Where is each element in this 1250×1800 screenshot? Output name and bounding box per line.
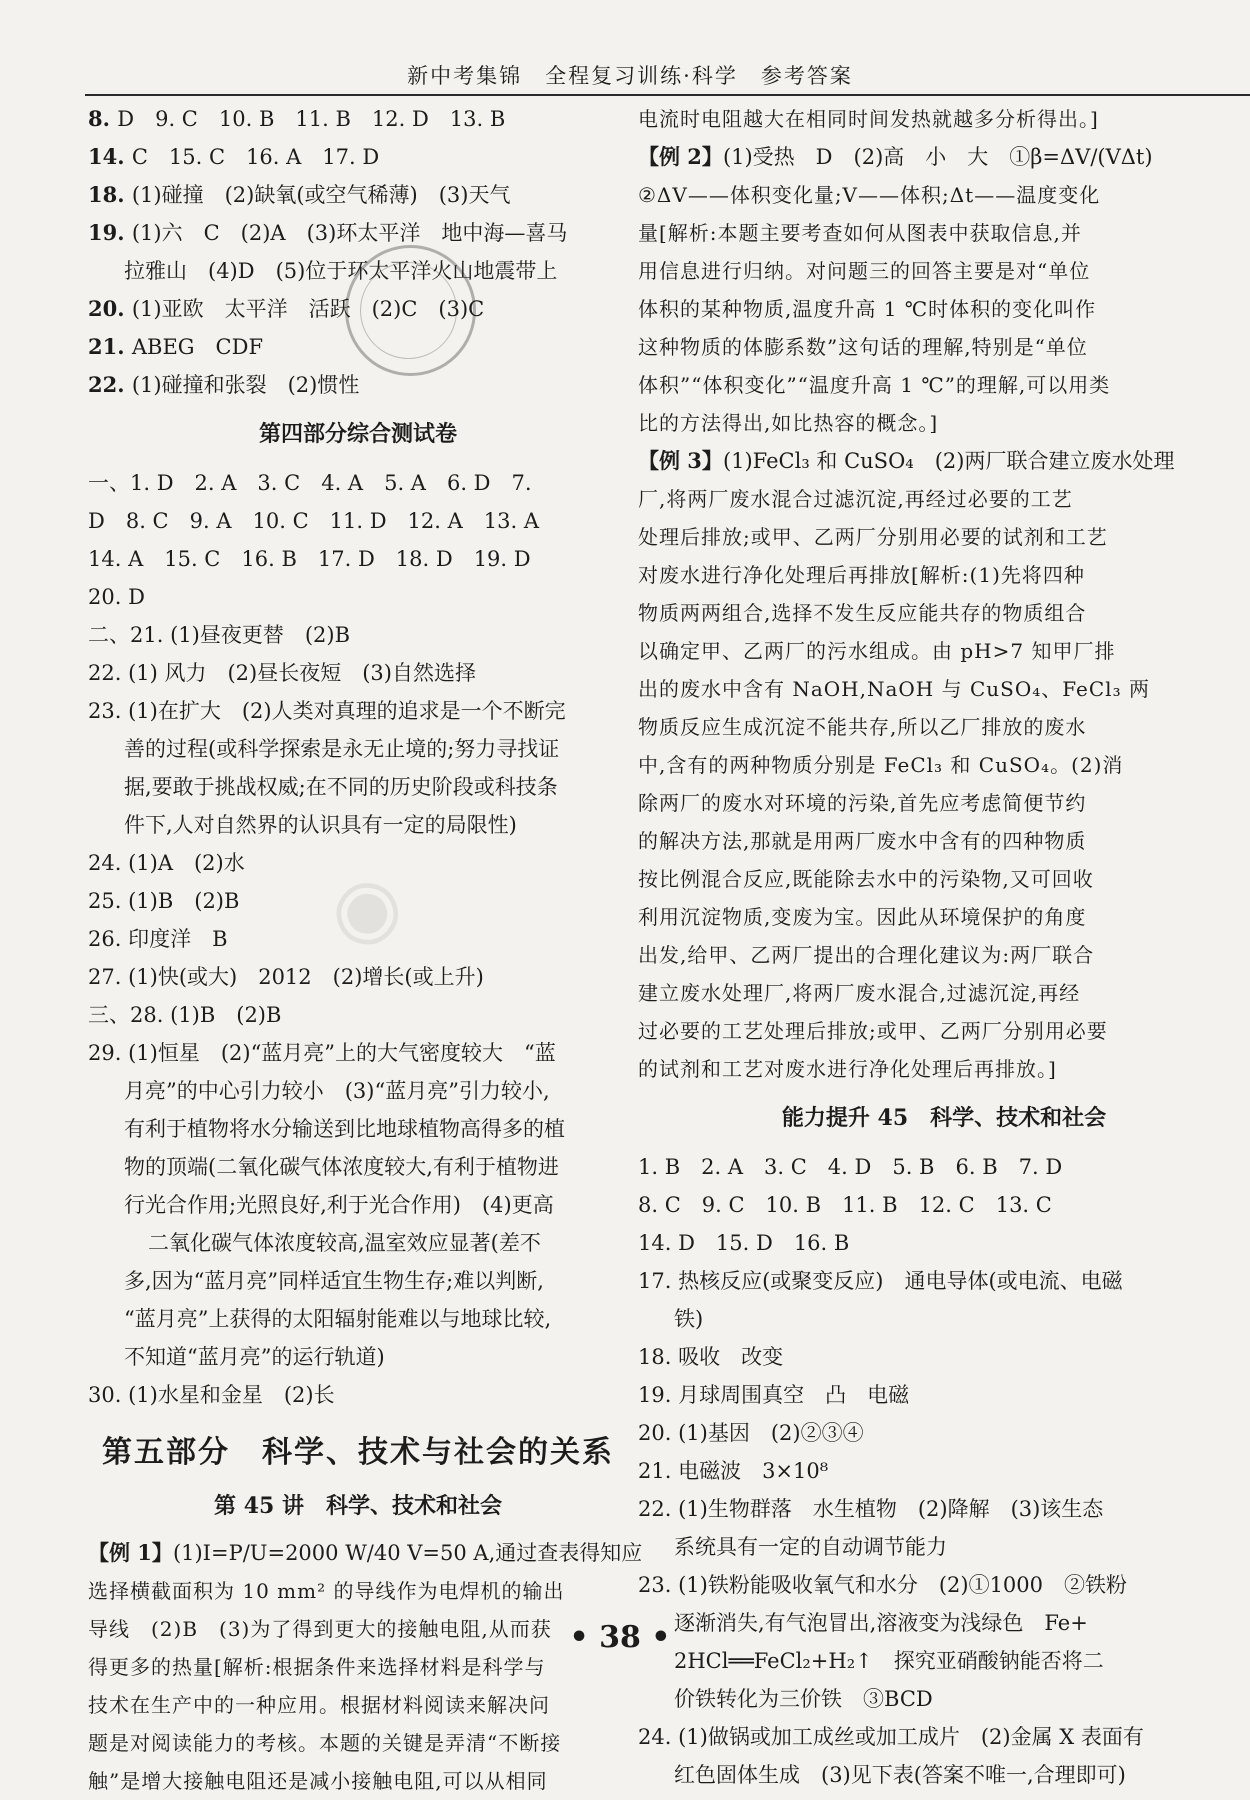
right-column <box>638 100 1250 1794</box>
answer-line: 24. (1)做锅或加工成丝或加工成片 (2)金属 X 表面有 <box>638 1725 1144 1749</box>
answer-continuation: 善的过程(或科学探索是永无止境的;努力寻找证 <box>124 737 560 761</box>
answer-continuation: 据,要敢于挑战权威;在不同的历史阶段或科技条 <box>124 775 558 799</box>
answer-line: 24. (1)A (2)水 <box>88 851 245 875</box>
example-continuation: 电流时电阻越大在相同时间发热就越多分析得出。] <box>638 107 1099 131</box>
example-continuation: 的试剂和工艺对废水进行净化处理后再排放。] <box>638 1057 1057 1081</box>
example-continuation: 的解决方法,那就是用两厂废水中含有的四种物质 <box>638 829 1087 853</box>
example-continuation: 按比例混合反应,既能除去水中的污染物,又可回收 <box>638 867 1094 891</box>
answer-line: 23. (1)铁粉能吸收氧气和水分 (2)①1000 ②铁粉 <box>638 1573 1128 1597</box>
example-continuation: 用信息进行归纳。对问题三的回答主要是对“单位 <box>638 259 1091 283</box>
header-rule <box>85 94 1250 96</box>
answer-line: 8. D 9. C 10. B 11. B 12. D 13. B <box>88 106 506 131</box>
answer-line: 30. (1)水星和金星 (2)长 <box>88 1383 335 1407</box>
answer-continuation: 有利于植物将水分输送到比地球植物高得多的植 <box>124 1117 565 1141</box>
answer-continuation: 价铁转化为三价铁 ③BCD <box>674 1687 933 1711</box>
answer-continuation: 二氧化碳气体浓度较高,温室效应显著(差不 <box>148 1231 541 1255</box>
answer-continuation: 拉雅山 (4)D (5)位于环太平洋火山地震带上 <box>124 259 558 283</box>
example-continuation: 以确定甲、乙两厂的污水组成。由 pH>7 知甲厂排 <box>638 639 1116 663</box>
example-line: 【例 1】(1)I=P/U=2000 W/40 V=50 A,通过查表得知应 <box>88 1540 643 1565</box>
answer-line: 22. (1)碰撞和张裂 (2)惯性 <box>88 372 360 397</box>
example-continuation: 过必要的工艺处理后排放;或甲、乙两厂分别用必要 <box>638 1019 1108 1043</box>
example-continuation: 利用沉淀物质,变废为宝。因此从环境保护的角度 <box>638 905 1087 929</box>
example-continuation: 这种物质的体膨系数”这句话的理解,特别是“单位 <box>638 335 1088 359</box>
answer-continuation: 铁) <box>674 1307 704 1331</box>
section-title: 能力提升 45 科学、技术和社会 <box>781 1105 1107 1131</box>
answer-continuation: 系统具有一定的自动调节能力 <box>674 1535 947 1559</box>
example-continuation: 出的废水中含有 NaOH,NaOH 与 CuSO₄、FeCl₃ 两 <box>638 677 1150 701</box>
left-column <box>88 100 643 1800</box>
answer-line: 1. B 2. A 3. C 4. D 5. B 6. B 7. D <box>638 1155 1063 1179</box>
page-number: • 38 • <box>569 1620 671 1655</box>
example-continuation: 技术在生产中的一种应用。根据材料阅读来解决问 <box>88 1693 550 1717</box>
example-continuation: ②ΔV——体积变化量;V——体积;Δt——温度变化 <box>638 183 1101 207</box>
lecture-title: 第 45 讲 科学、技术和社会 <box>214 1493 502 1519</box>
page-header-title: 新中考集锦 全程复习训练·科学 参考答案 <box>407 64 853 88</box>
example-label: 【例 3】 <box>638 448 723 473</box>
example-continuation: 除两厂的废水对环境的污染,首先应考虑简便节约 <box>638 791 1087 815</box>
answer-line: 14. D 15. D 16. B <box>638 1231 850 1255</box>
example-continuation: 比的方法得出,如比热容的概念。] <box>638 411 939 435</box>
answer-line: 20. D <box>88 585 145 609</box>
answer-line: 20. (1)基因 (2)②③④ <box>638 1421 864 1445</box>
watermark: ◉ <box>316 850 414 964</box>
example-continuation: 体积的某种物质,温度升高 1 ℃时体积的变化叫作 <box>638 297 1097 321</box>
answer-continuation: 不知道“蓝月亮”的运行轨道) <box>124 1345 385 1369</box>
answer-line: 一、1. D 2. A 3. C 4. A 5. A 6. D 7. <box>88 471 532 495</box>
answer-continuation: 2HCl══FeCl₂+H₂↑ 探究亚硝酸钠能否将二 <box>674 1649 1104 1673</box>
answer-line: 14. C 15. C 16. A 17. D <box>88 144 380 169</box>
example-continuation: 物质反应生成沉淀不能共存,所以乙厂排放的废水 <box>638 715 1087 739</box>
answer-line: 18. 吸收 改变 <box>638 1345 784 1369</box>
answer-line: 22. (1) 风力 (2)昼长夜短 (3)自然选择 <box>88 661 476 685</box>
answer-line: 19. (1)六 C (2)A (3)环太平洋 地中海—喜马 <box>88 220 568 245</box>
answer-line: 14. A 15. C 16. B 17. D 18. D 19. D <box>88 547 531 571</box>
answer-line: 19. 月球周围真空 凸 电磁 <box>638 1383 910 1407</box>
example-continuation: 题是对阅读能力的考核。本题的关键是弄清“不断接 <box>88 1731 562 1755</box>
answer-continuation: 多,因为“蓝月亮”同样适宜生物生存;难以判断, <box>124 1269 544 1293</box>
answer-line: 21. ABEG CDF <box>88 334 264 359</box>
answer-line: 17. 热核反应(或聚变反应) 通电导体(或电流、电磁 <box>638 1269 1123 1293</box>
answer-line: 20. (1)亚欧 太平洋 活跃 (2)C (3)C <box>88 296 485 321</box>
example-line: 【例 2】(1)受热 D (2)高 小 大 ①β=ΔV/(VΔt) <box>638 144 1153 169</box>
example-continuation: 中,含有的两种物质分别是 FeCl₃ 和 CuSO₄。(2)消 <box>638 753 1124 777</box>
example-continuation: 物质两两组合,选择不发生反应能共存的物质组合 <box>638 601 1087 625</box>
example-continuation: 出发,给甲、乙两厂提出的合理化建议为:两厂联合 <box>638 943 1095 967</box>
answer-line: 27. (1)快(或大) 2012 (2)增长(或上升) <box>88 965 484 989</box>
answer-line: 23. (1)在扩大 (2)人类对真理的追求是一个不断完 <box>88 699 566 723</box>
answer-continuation: 逐渐消失,有气泡冒出,溶液变为浅绿色 Fe+ <box>674 1611 1088 1635</box>
answer-continuation: 物的顶端(二氧化碳气体浓度较大,有利于植物进 <box>124 1155 559 1179</box>
example-continuation: 得更多的热量[解析:根据条件来选择材料是科学与 <box>88 1655 546 1679</box>
answer-line: 29. (1)恒星 (2)“蓝月亮”上的大气密度较大 “蓝 <box>88 1041 556 1065</box>
example-continuation: 处理后排放;或甲、乙两厂分别用必要的试剂和工艺 <box>638 525 1108 549</box>
answer-continuation: “蓝月亮”上获得的太阳辐射能难以与地球比较, <box>124 1307 552 1331</box>
answer-line: 8. C 9. C 10. B 11. B 12. C 13. C <box>638 1193 1052 1217</box>
example-continuation: 选择横截面积为 10 mm² 的导线作为电焊机的输出 <box>88 1579 565 1603</box>
answer-line: 18. (1)碰撞 (2)缺氧(或空气稀薄) (3)天气 <box>88 182 511 207</box>
example-continuation: 体积”“体积变化”“温度升高 1 ℃”的理解,可以用类 <box>638 373 1111 397</box>
example-continuation: 对废水进行净化处理后再排放[解析:(1)先将四种 <box>638 563 1085 587</box>
answer-continuation: 件下,人对自然界的认识具有一定的局限性) <box>124 813 517 837</box>
answer-continuation: 行光合作用;光照良好,利于光合作用) (4)更高 <box>124 1193 554 1217</box>
example-continuation: 量[解析:本题主要考查如何从图表中获取信息,并 <box>638 221 1082 245</box>
answer-line: 21. 电磁波 3×10⁸ <box>638 1459 829 1483</box>
answer-line: 三、28. (1)B (2)B <box>88 1003 282 1027</box>
answer-continuation: 月亮”的中心引力较小 (3)“蓝月亮”引力较小, <box>124 1079 550 1103</box>
answer-line: 22. (1)生物群落 水生植物 (2)降解 (3)该生态 <box>638 1497 1104 1521</box>
example-continuation: 厂,将两厂废水混合过滤沉淀,再经过必要的工艺 <box>638 487 1073 511</box>
example-label: 【例 1】 <box>88 1540 173 1565</box>
part-title: 第五部分 科学、技术与社会的关系 <box>102 1435 614 1470</box>
answer-line: 25. (1)B (2)B <box>88 889 240 913</box>
example-continuation: 建立废水处理厂,将两厂废水混合,过滤沉淀,再经 <box>638 981 1081 1005</box>
example-label: 【例 2】 <box>638 144 723 169</box>
answer-line: 26. 印度洋 B <box>88 927 228 951</box>
answer-continuation: 红色固体生成 (3)见下表(答案不唯一,合理即可) <box>674 1763 1126 1787</box>
example-continuation: 触”是增大接触电阻还是减小接触电阻,可以从相同 <box>88 1769 548 1793</box>
answer-line: 二、21. (1)昼夜更替 (2)B <box>88 623 350 647</box>
section-title: 第四部分综合测试卷 <box>258 421 457 447</box>
answer-line: D 8. C 9. A 10. C 11. D 12. A 13. A <box>88 509 540 533</box>
example-line: 【例 3】(1)FeCl₃ 和 CuSO₄ (2)两厂联合建立废水处理 <box>638 448 1175 473</box>
example-continuation: 导线 (2)B (3)为了得到更大的接触电阻,从而获 <box>88 1617 552 1641</box>
